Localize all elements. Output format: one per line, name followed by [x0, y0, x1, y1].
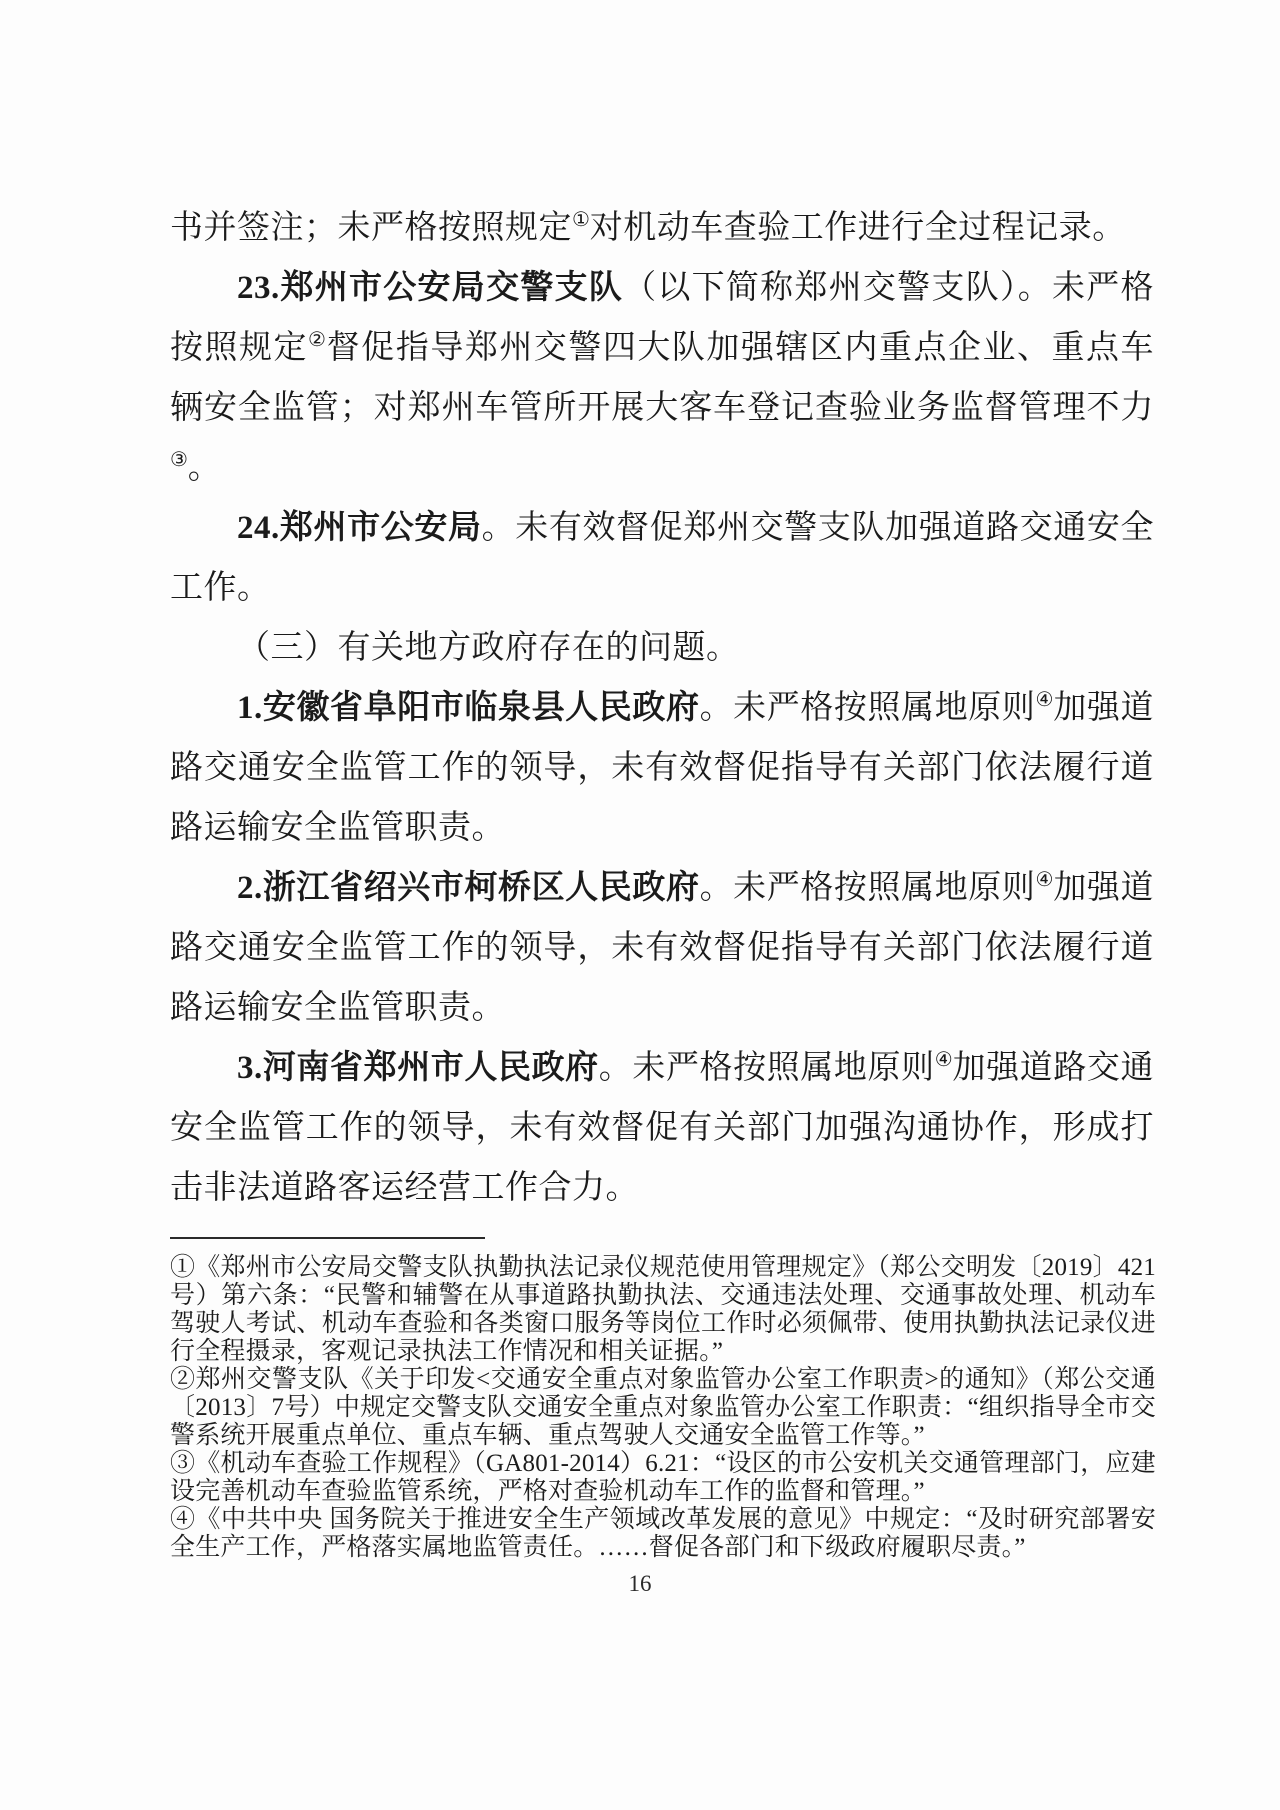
footnote-reference: ②: [308, 329, 327, 351]
text-segment: 1.安徽省阜阳市临泉县人民政府: [237, 690, 700, 726]
footnote-reference: ③: [170, 449, 188, 471]
text-segment: 加强道路交通安全监管工作的领导，未有效督促有关部门加强沟通协作，形成打击非法道路客运经营工作合力。: [170, 1050, 1155, 1206]
text-segment: （以下简称郑州交警支队）。未严格按照规定: [170, 270, 1155, 366]
text-segment: 3.河南省郑州市人民政府: [237, 1050, 599, 1086]
text-segment: 24.郑州市公安局: [237, 510, 482, 546]
text-segment: 23.郑州市公安局交警支队: [237, 270, 624, 306]
paragraph: [170, 498, 1154, 618]
text-segment: 。未严格按照属地原则: [699, 690, 1036, 726]
footnote-reference: ①: [572, 209, 590, 231]
text-segment: 2.浙江省绍兴市柯桥区人民政府: [237, 870, 700, 906]
footnote-item: ①《郑州市公安局交警支队执勤执法记录仪规范使用管理规定》（郑公交明发〔2019〕421号）第六条：“民警和辅警在从事道路执勤执法、交通违法处理、交通事故处理、机动车驾驶人考试、机动车查验和各类窗口服务等岗位工作时必须佩带、使用执勤执法记录仪进行全程摄录，客观记录执法工作情况和相关证据。”: [170, 1254, 1156, 1365]
paragraph: [170, 678, 1154, 858]
paragraph: [170, 1038, 1154, 1218]
footnote-reference: ④: [934, 1049, 953, 1071]
paragraph: [170, 258, 1154, 498]
text-segment: 督促指导郑州交警四大队加强辖区内重点企业、重点车辆安全监管；对郑州车管所开展大客车登记查验业务监督管理不力: [170, 330, 1155, 426]
paragraph: [170, 858, 1154, 1038]
footnote-reference: ④: [1035, 689, 1054, 711]
text-segment: 对机动车查验工作进行全过程记录。: [589, 210, 1126, 246]
footnote-item: ④《中共中央 国务院关于推进安全生产领域改革发展的意见》中规定：“及时研究部署安全生产工作，严格落实属地监管责任。……督促各部门和下级政府履职尽责。”: [170, 1506, 1156, 1561]
paragraph: [170, 618, 1154, 678]
footnote-item: ③《机动车查验工作规程》（GA801-2014）6.21：“设区的市公安机关交通管理部门，应建设完善机动车查验监管系统，严格对查验机动车工作的监督和管理。”: [170, 1450, 1156, 1505]
footnote-item: ②郑州交警支队《关于印发<交通安全重点对象监管办公室工作职责>的通知》（郑公交通〔2013〕7号）中规定交警支队交通安全重点对象监管办公室工作职责：“组织指导全市交警系统开展重点单位、重点车辆、重点驾驶人交通安全监管工作等。”: [170, 1366, 1156, 1449]
text-segment: 加强道路交通安全监管工作的领导，未有效督促指导有关部门依法履行道路运输安全监管职责。: [170, 870, 1155, 1026]
text-segment: 书并签注；未严格按照规定: [170, 210, 572, 246]
footnote-list: [170, 1254, 1156, 1562]
document-body: [170, 198, 1154, 1218]
text-segment: 。未严格按照属地原则: [598, 1050, 935, 1086]
footnote-separator: [170, 1237, 485, 1239]
text-segment: 。未严格按照属地原则: [699, 870, 1036, 906]
text-segment: 加强道路交通安全监管工作的领导，未有效督促指导有关部门依法履行道路运输安全监管职责。: [170, 690, 1155, 846]
footnotes-section: [170, 1237, 1156, 1562]
text-segment: （三）有关地方政府存在的问题。: [237, 630, 740, 666]
text-segment: 。: [187, 450, 222, 486]
paragraph: [170, 198, 1154, 258]
page-number: 16: [628, 1571, 652, 1596]
footnote-reference: ④: [1035, 869, 1054, 891]
text-segment: 。未有效督促郑州交警支队加强道路交通安全工作。: [170, 510, 1154, 606]
